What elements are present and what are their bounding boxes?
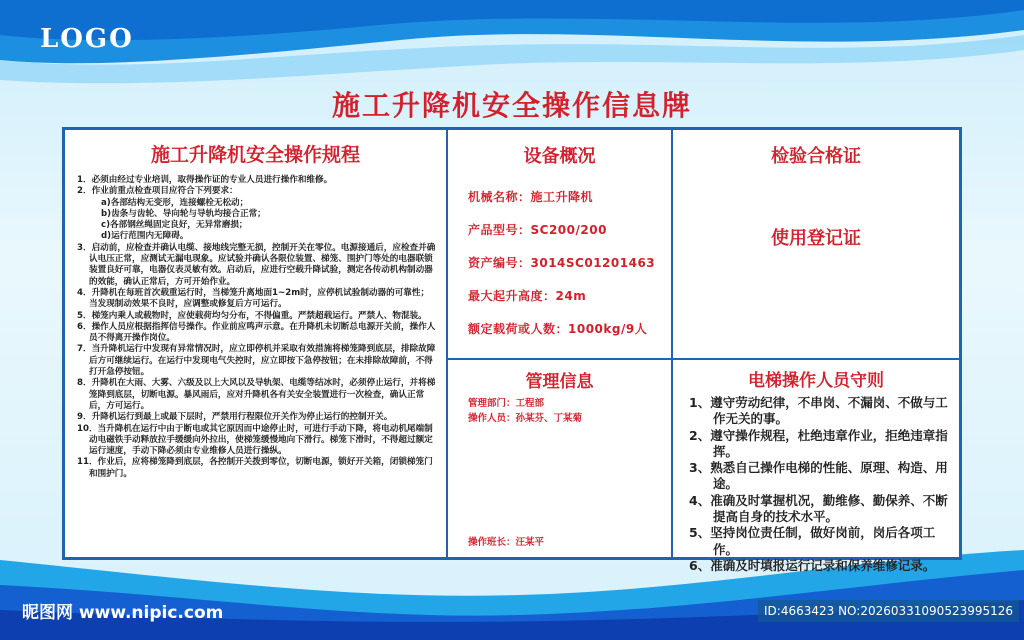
rule-item: a)各部结构无变形，连接螺栓无松动； xyxy=(101,197,249,208)
rules-panel xyxy=(65,130,446,557)
rule-item: c)各部钢丝绳固定良好，无异常磨损； xyxy=(101,220,248,231)
rule-item: 7．当升降机运行中发现有异常情况时，应立即停机并采取有效措施将梯笼降到底层，排除故障后方可继续运行。在运行中发现电气失控时，应立即按下急停按钮；在未排除故障前，不得打开急停按钮。 xyxy=(77,344,436,378)
logo: LOGO xyxy=(40,24,134,54)
equipment-panel xyxy=(448,130,671,358)
certificate-panel xyxy=(673,130,959,358)
equipment-field: 资产编号：3014SC01201463 xyxy=(468,256,656,270)
equipment-list xyxy=(448,188,671,337)
code-panel xyxy=(673,360,959,573)
equipment-field: 产品型号：SC200/200 xyxy=(468,223,607,237)
management-leader: 操作班长：汪某平 xyxy=(468,537,545,548)
code-item: 6、准确及时填报运行记录和保养维修记录。 xyxy=(689,557,936,573)
rule-item: 2．作业前重点检查项目应符合下列要求： xyxy=(77,186,238,197)
equipment-field: 额定载荷或人数：1000kg/9人 xyxy=(468,322,648,336)
equipment-heading: 设备概况 xyxy=(523,146,596,167)
management-operators: 操作人员：孙某芬、丁某菊 xyxy=(468,413,583,424)
rule-item: b)齿条与齿轮、导向轮与导轨均接合正常； xyxy=(101,208,266,219)
code-item: 2、遵守操作规程，杜绝违章作业，拒绝违章指挥。 xyxy=(689,427,948,459)
code-heading: 电梯操作人员守则 xyxy=(748,371,884,391)
rule-item: 1．必须由经过专业培训，取得操作证的专业人员进行操作和维修。 xyxy=(77,175,333,185)
equipment-field: 机械名称：施工升降机 xyxy=(468,190,594,204)
info-board xyxy=(62,127,962,573)
rule-item: d)运行范围内无障碍。 xyxy=(101,231,189,242)
management-dept: 管理部门：工程部 xyxy=(468,398,545,409)
watermark-id: ID:4663423 NO:20260331090523995126 xyxy=(758,600,1019,622)
management-heading: 管理信息 xyxy=(525,372,594,392)
rules-list xyxy=(65,175,446,480)
code-list xyxy=(673,395,959,574)
rule-item: 8．升降机在大雨、大雾、六级及以上大风以及导轨架、电缆等结冰时，必须停止运行，并将梯笼降到底层，切断电源。暴风雨后，应对升降机各有关安全装置进行一次检查，确认正常后，方可运行。 xyxy=(77,378,436,411)
rules-heading: 施工升降机安全操作规程 xyxy=(150,144,360,166)
management-panel xyxy=(448,360,671,557)
page-title: 施工升降机安全操作信息牌 xyxy=(331,89,692,122)
code-item: 1、遵守劳动纪律，不串岗、不漏岗、不做与工作无关的事。 xyxy=(689,395,948,427)
rule-item: 5．梯笼内乘人或载物时，应使载荷均匀分布，不得偏重。严禁超载运行。严禁人、物混装。 xyxy=(77,310,427,321)
code-item: 5、坚持岗位责任制，做好岗前，岗后各项工作。 xyxy=(689,525,936,557)
rule-item: 10．当升降机在运行中由于断电或其它原因而中途停止时，可进行手动下降，将电动机尾端制动电磁铁手动释放拉手缓缓向外拉出，使梯笼缓慢地向下滑行。梯笼下滑时，不得超过额定运行速度，手动下降必须由专业维修人员进行操纵。 xyxy=(77,423,433,457)
inspection-certificate-heading: 检验合格证 xyxy=(771,146,861,167)
watermark-site: 昵图网 www.nipic.com xyxy=(22,603,224,623)
rule-item: 11．作业后，应将梯笼降到底层，各控制开关拨到零位，切断电源，锁好开关箱，闭锁梯笼门和围护门。 xyxy=(77,457,433,479)
registration-certificate-label: 使用登记证 xyxy=(771,228,861,249)
rule-item: 3．启动前，应检查并确认电缆、接地线完整无损，控制开关在零位。电源接通后，应检查并确认电压正常，应测试无漏电现象。应试验并确认各限位装置、梯笼、围护门等处的电器联锁装置良好可靠，电器仪表灵敏有效。启动后，应进行空载升降试验，测定各传动机构制动器的效能，确认正常后，方可开始作业。 xyxy=(77,242,436,287)
rule-item: 4．升降机在每班首次载重运行时，当梯笼升离地面1~2m时，应停机试验制动器的可靠性；当发现制动效果不良时，应调整或修复后方可运行。 xyxy=(77,287,430,310)
rule-item: 6．操作人员应根据指挥信号操作。作业前应鸣声示意。在升降机未切断总电源开关前，操作人员不得离开操作岗位。 xyxy=(77,321,436,344)
code-item: 4、准确及时掌握机况，勤维修、勤保养、不断提高自身的技术水平。 xyxy=(689,492,948,525)
rule-item: 9．升降机运行到最上或最下层时，严禁用行程限位开关作为停止运行的控制开关。 xyxy=(77,412,393,423)
equipment-field: 最大起升高度：24m xyxy=(468,289,587,303)
code-item: 3、熟悉自己操作电梯的性能、原理、构造、用途。 xyxy=(689,460,948,492)
